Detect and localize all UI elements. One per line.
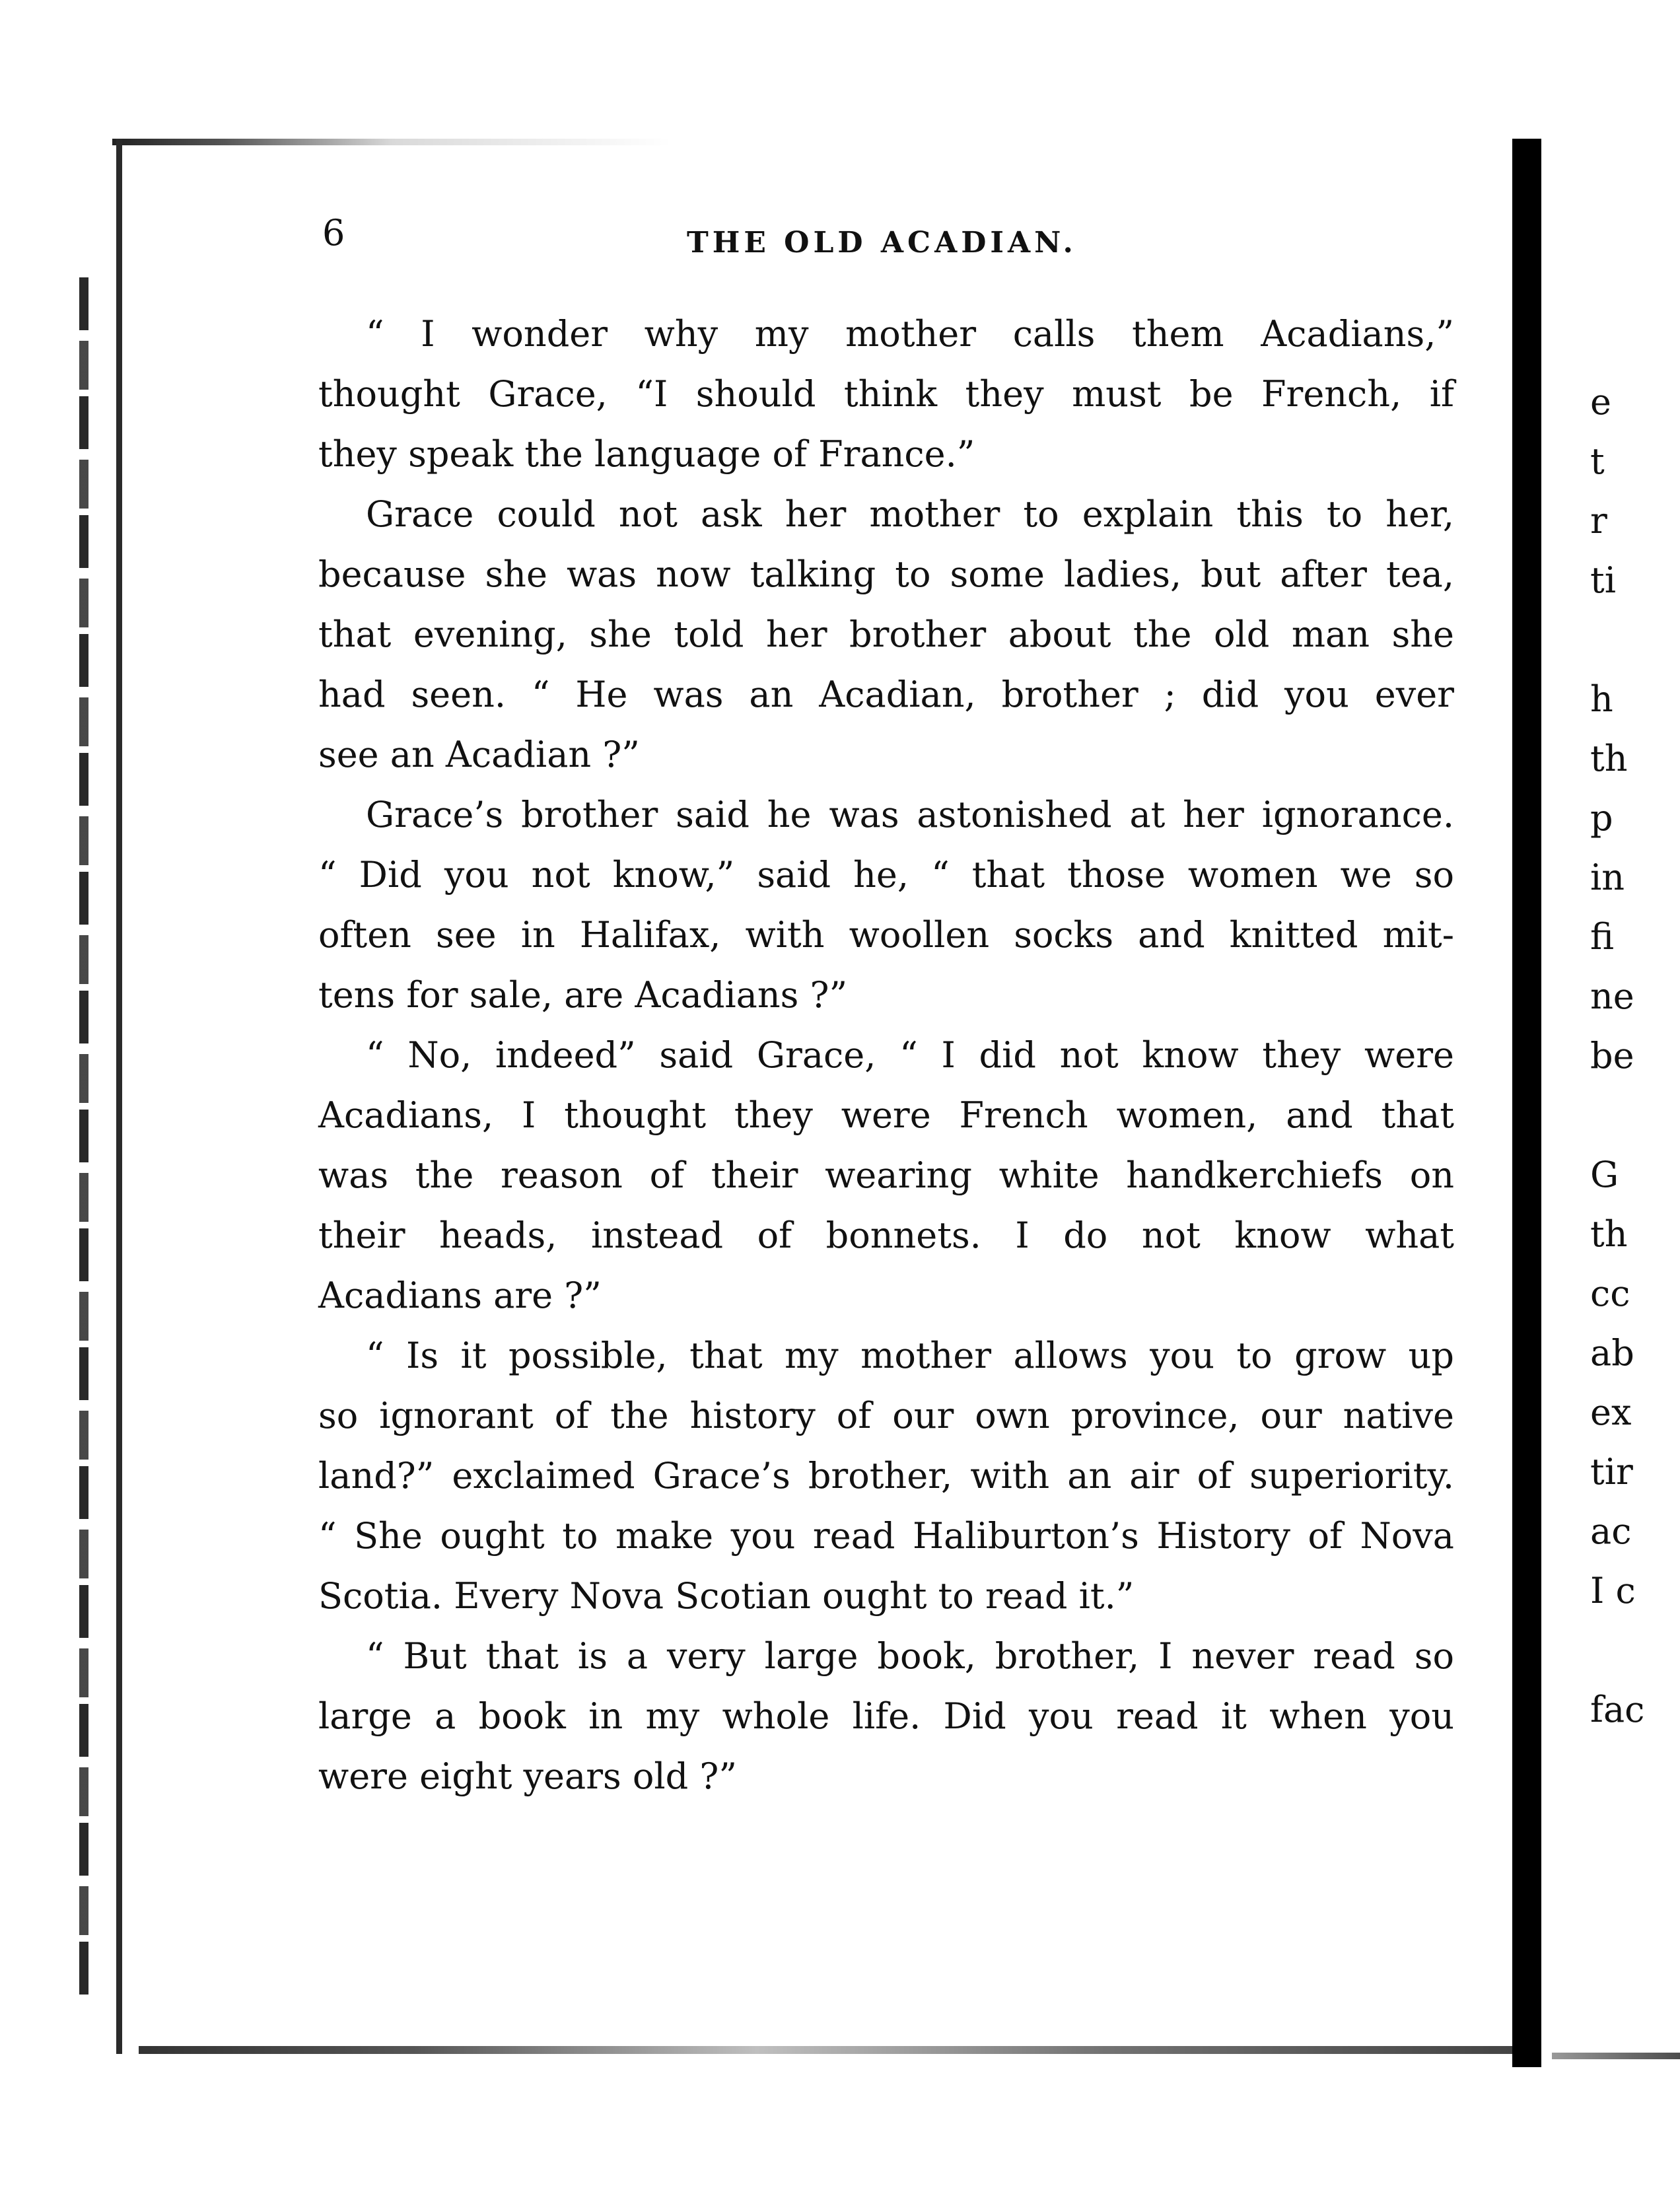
text-line: Acadians are ?” <box>318 1275 602 1316</box>
facing-page-fragment: ab <box>1590 1332 1634 1374</box>
facing-page-fragment: in <box>1590 857 1625 898</box>
facing-page-fragment: ne <box>1590 975 1634 1017</box>
text-line: “ She ought to make you read Haliburton’s History of Nova <box>318 1515 1454 1557</box>
text-line: were eight years old ?” <box>318 1755 737 1797</box>
page-edge-bottom <box>139 2046 1512 2054</box>
text-line: large a book in my whole life. Did you read it when you <box>318 1695 1454 1737</box>
facing-page-fragment: G <box>1590 1154 1619 1195</box>
text-line: Acadians, I thought they were French women, and that <box>318 1094 1454 1136</box>
text-line: had seen. “ He was an Acadian, brother ; did you ever <box>318 674 1454 715</box>
text-line: “ Is it possible, that my mother allows you to grow up <box>366 1335 1454 1376</box>
facing-page-fragment: ac <box>1590 1510 1632 1552</box>
text-line: was the reason of their wearing white handkerchiefs on <box>318 1154 1454 1196</box>
facing-page-fragment: r <box>1590 500 1607 542</box>
text-line: they speak the language of France.” <box>318 433 975 475</box>
page-edge-left <box>116 139 122 2054</box>
binding-edge-marks <box>79 277 88 1995</box>
facing-page-fragment: I c <box>1590 1570 1636 1611</box>
text-line: their heads, instead of bonnets. I do not know what <box>318 1215 1454 1256</box>
text-line: thought Grace, “I should think they must be French, if <box>318 373 1454 415</box>
text-line: “ But that is a very large book, brother, I never read so <box>366 1635 1454 1677</box>
text-line: see an Acadian ?” <box>318 734 640 775</box>
text-line: Scotia. Every Nova Scotian ought to read it.” <box>318 1575 1135 1617</box>
facing-page-fragment: fi <box>1590 916 1615 958</box>
facing-page-fragment: e <box>1590 381 1611 423</box>
text-line: because she was now talking to some ladies, but after tea, <box>318 553 1454 595</box>
facing-page-fragment: p <box>1590 797 1613 839</box>
facing-page-fragments <box>1590 0 1676 2190</box>
text-line: so ignorant of the history of our own province, our native <box>318 1395 1454 1436</box>
page-number: 6 <box>322 212 345 254</box>
facing-page-fragment: ex <box>1590 1392 1632 1433</box>
facing-page-fragment: tir <box>1590 1451 1633 1493</box>
text-line: “ No, indeed” said Grace, “ I did not know they were <box>366 1034 1454 1076</box>
text-line: land?” exclaimed Grace’s brother, with an air of superiority. <box>318 1455 1454 1497</box>
page-edge-top <box>112 139 1512 145</box>
facing-page-fragment: cc <box>1590 1273 1630 1314</box>
facing-page-fragment: h <box>1590 678 1613 720</box>
text-line: Grace could not ask her mother to explain this to her, <box>366 493 1454 535</box>
facing-page-fragment: be <box>1590 1035 1634 1077</box>
text-line: “ I wonder why my mother calls them Acadians,” <box>366 313 1454 355</box>
body-text <box>318 304 1454 1806</box>
facing-page-fragment: th <box>1590 1213 1628 1255</box>
text-line: that evening, she told her brother about the old man she <box>318 614 1454 655</box>
facing-page-fragment: fac <box>1590 1689 1645 1730</box>
book-spine-shadow <box>1512 139 1541 2067</box>
text-line: “ Did you not know,” said he, “ that those women we so <box>318 854 1454 896</box>
text-line: tens for sale, are Acadians ?” <box>318 974 848 1016</box>
running-head: THE OLD ACADIAN. <box>687 226 1077 260</box>
facing-page-fragment: ti <box>1590 559 1616 601</box>
facing-page-fragment: th <box>1590 738 1628 779</box>
text-line: often see in Halifax, with woollen socks and knitted mit- <box>318 914 1454 956</box>
text-line: Grace’s brother said he was astonished at her ignorance. <box>366 794 1454 835</box>
facing-page-fragment: t <box>1590 441 1605 482</box>
